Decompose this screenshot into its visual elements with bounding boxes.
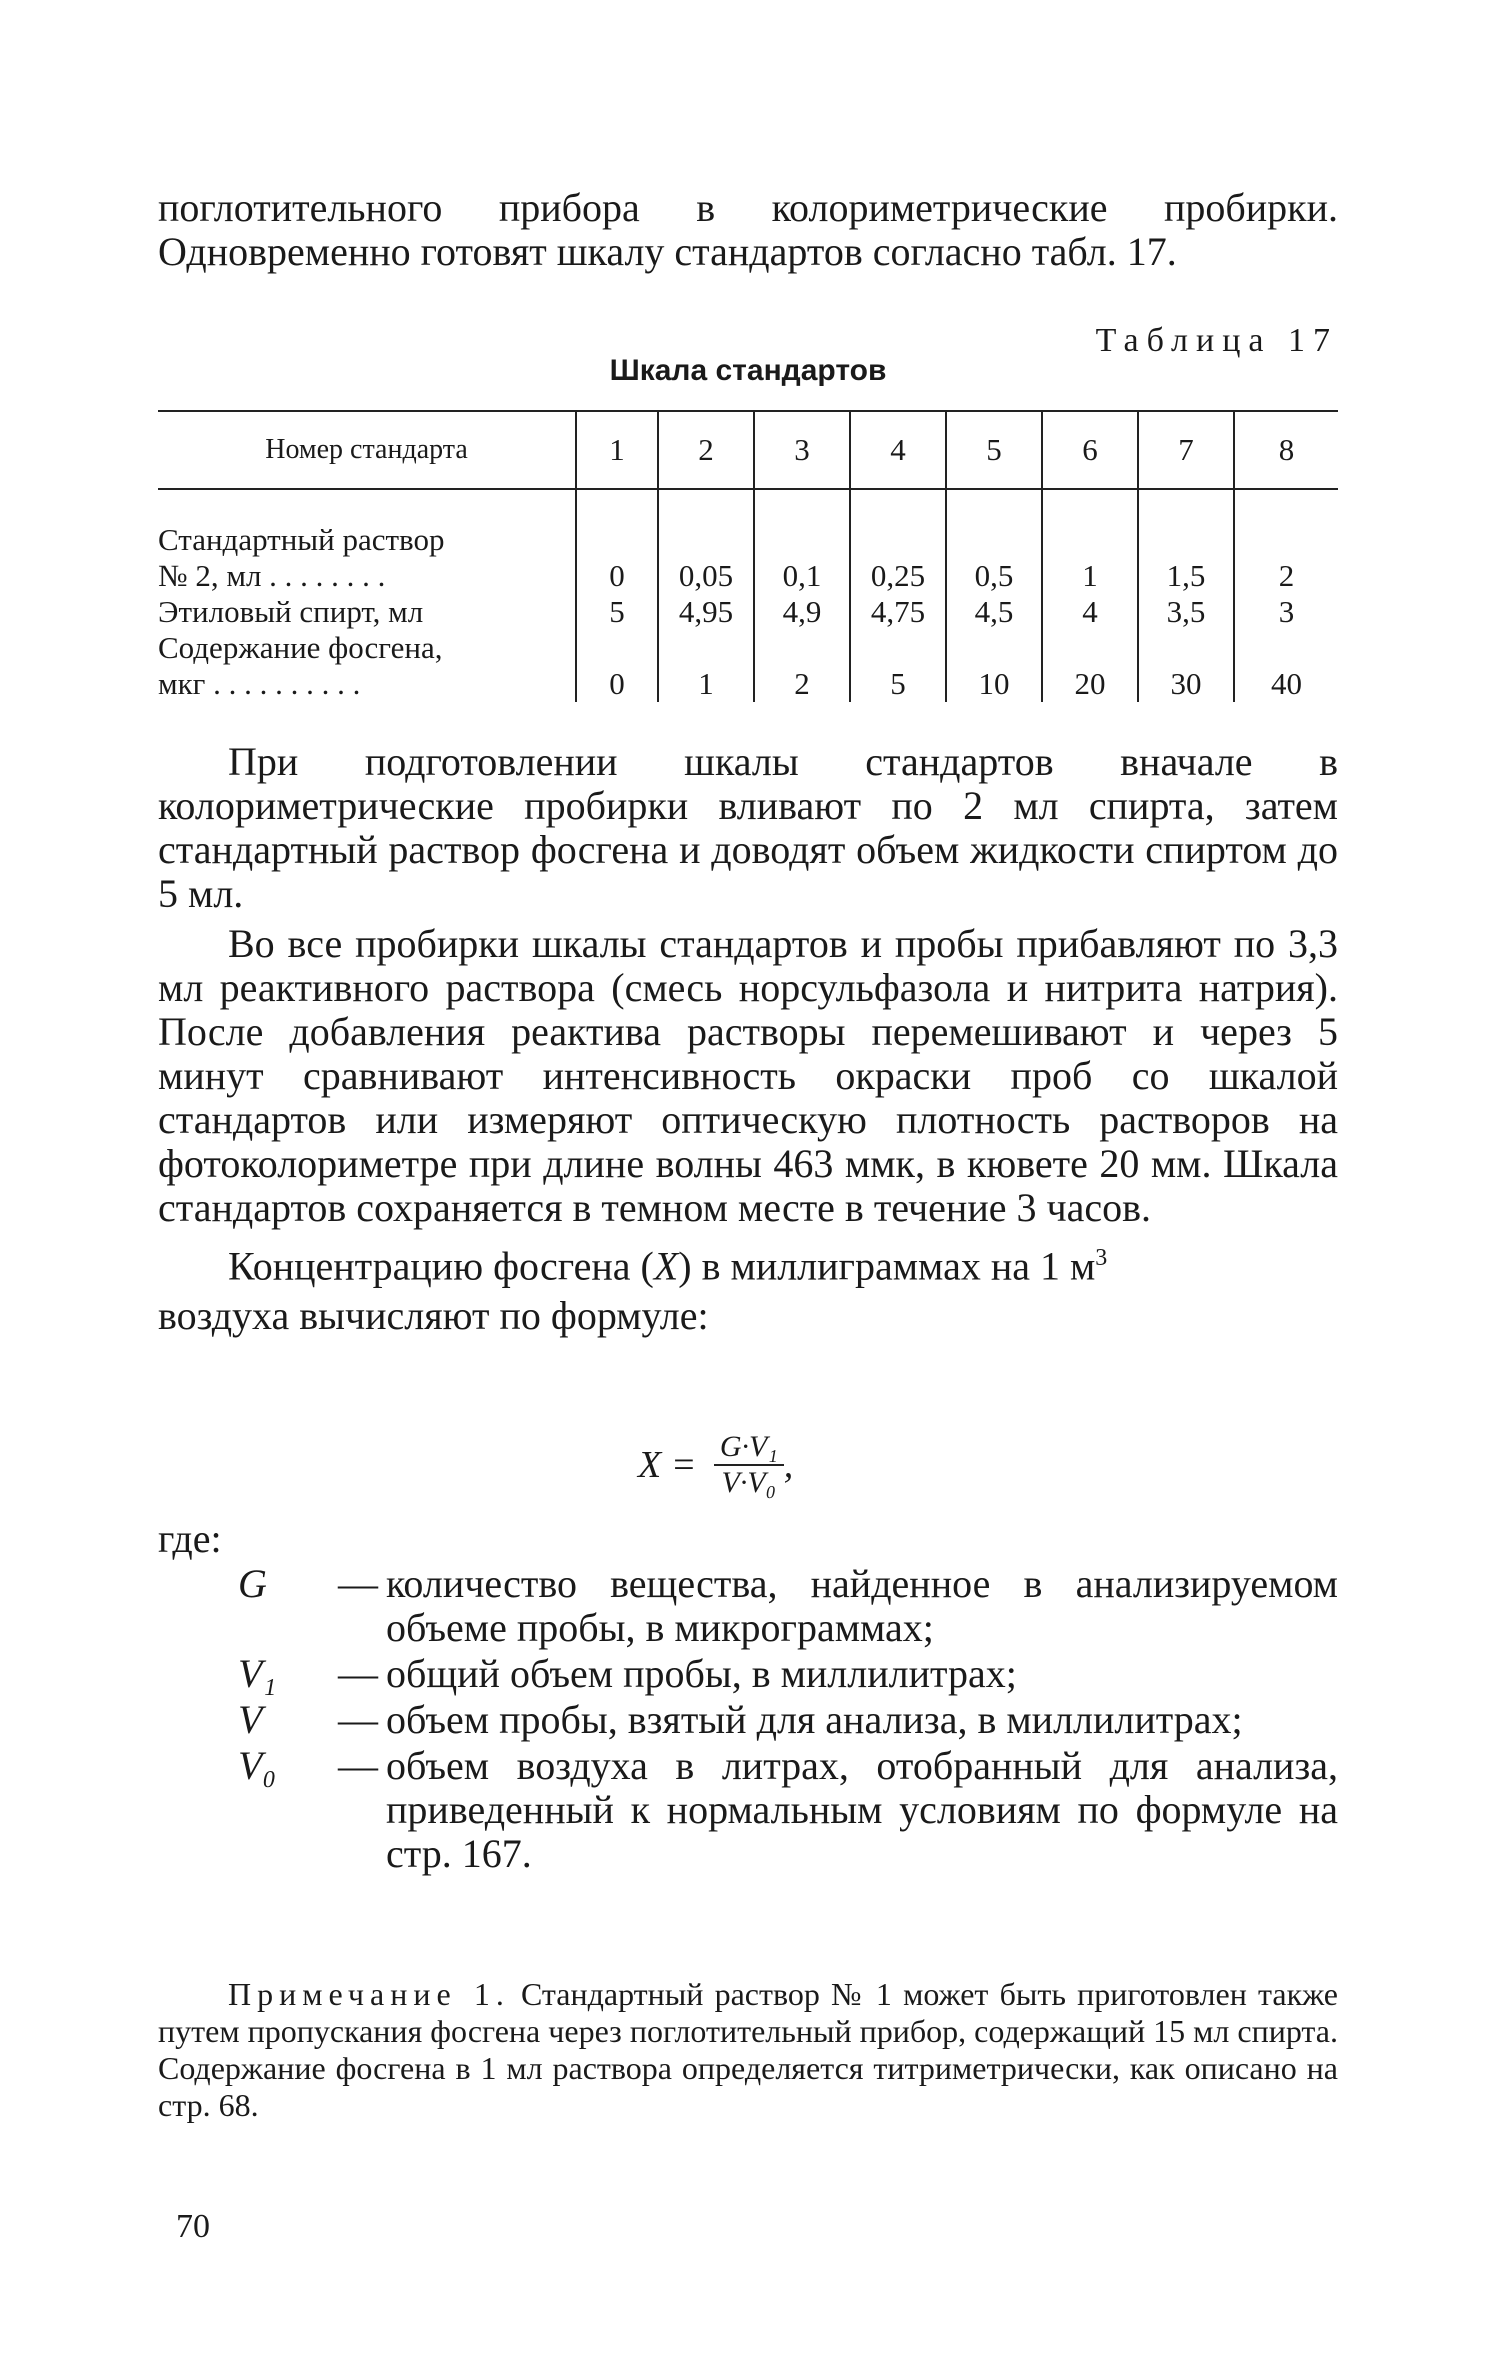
- table-cell: 0,1: [754, 522, 850, 594]
- table-cell: 4,75: [850, 594, 946, 630]
- column-header: 4: [850, 411, 946, 489]
- column-header: 7: [1138, 411, 1234, 489]
- table-row: [158, 594, 1338, 630]
- note-label: Примечание 1.: [228, 1976, 510, 2012]
- table-cell: 4,95: [658, 594, 754, 630]
- definition-symbol: V₀: [238, 1743, 277, 1788]
- table-cell: 5: [576, 594, 658, 630]
- table-caption: Таблица 17: [1095, 322, 1338, 359]
- row-label: Содержание фосгена, мкг . . . . . . . . . .: [158, 630, 443, 701]
- formula-lhs: X =: [638, 1444, 697, 1486]
- definition-text: объем воздуха в литрах, отобранный для анализа, приведенный к нормальным условиям по формуле на стр. 167.: [386, 1743, 1338, 1876]
- definition-dash: —: [338, 1697, 378, 1742]
- table-cell: 0,25: [850, 522, 946, 594]
- table-cell: 10: [946, 630, 1042, 702]
- standards-table: [158, 410, 1338, 702]
- table-cell: 3: [1234, 594, 1338, 630]
- definition-symbol: V: [238, 1697, 263, 1742]
- table-row: [158, 630, 1338, 702]
- column-header: 6: [1042, 411, 1138, 489]
- table-cell: 1: [658, 630, 754, 702]
- definition-item: [238, 1652, 1338, 1696]
- page-number: 70: [176, 2208, 210, 2245]
- column-header: 1: [576, 411, 658, 489]
- formula-fraction: [714, 1430, 784, 1500]
- note-text: Стандартный раствор № 1 может быть приготовлен также путем пропускания фосгена через поглотительный прибор, содержащий 15 мл спирта. Содержание фосгена в 1 мл раствора определяется титриметрически, как описано на стр. 68.: [158, 1976, 1338, 2123]
- formula-denominator: V·V₀: [721, 1466, 777, 1499]
- column-header: 8: [1234, 411, 1338, 489]
- concentration-paragraph-line2: воздуха вычисляют по формуле:: [158, 1293, 709, 1339]
- column-header: 2: [658, 411, 754, 489]
- table-header-row: [158, 411, 1338, 489]
- definition-symbol: V₁: [238, 1651, 277, 1696]
- table-title: Шкала стандартов: [609, 354, 887, 387]
- definition-item: [238, 1744, 1338, 1876]
- column-header: 3: [754, 411, 850, 489]
- row-label: Этиловый спирт, мл: [158, 594, 424, 629]
- table-cell: 20: [1042, 630, 1138, 702]
- definition-text: объем пробы, взятый для анализа, в миллилитрах;: [386, 1697, 1243, 1742]
- formula-trail: ,: [783, 1444, 794, 1486]
- table-cell: 0: [576, 630, 658, 702]
- formula: [638, 1430, 793, 1500]
- definition-text: количество вещества, найденное в анализируемом объеме пробы, в микрограммах;: [386, 1561, 1338, 1650]
- definition-dash: —: [338, 1651, 378, 1696]
- formula-numerator: G·V₁: [714, 1430, 784, 1466]
- body-text: [158, 740, 1338, 1338]
- table-cell: 4: [1042, 594, 1138, 630]
- table-cell: 1: [1042, 522, 1138, 594]
- header-label: Номер стандарта: [158, 411, 576, 489]
- definition-dash: —: [338, 1561, 378, 1606]
- table-cell: 0,5: [946, 522, 1042, 594]
- table-cell: 4,5: [946, 594, 1042, 630]
- table-cell: 2: [754, 630, 850, 702]
- definition-dash: —: [338, 1743, 378, 1788]
- table-cell: 2: [1234, 522, 1338, 594]
- where-label: где:: [158, 1516, 222, 1561]
- definition-text: общий объем пробы, в миллилитрах;: [386, 1651, 1017, 1696]
- paragraph: При подготовлении шкалы стандартов вначале в колориметрические пробирки вливают по 2 мл спирта, затем стандартный раствор фосгена и доводят объем жидкости спиртом до 5 мл.: [158, 739, 1338, 916]
- note: [158, 1976, 1338, 2124]
- definition-symbol: G: [238, 1561, 267, 1606]
- concentration-paragraph: Концентрацию фосгена (X) в миллиграммах на 1 $м^3$: [228, 1243, 1108, 1289]
- definition-item: [238, 1562, 1338, 1650]
- table-cell: 40: [1234, 630, 1338, 702]
- column-header: 5: [946, 411, 1042, 489]
- table-cell: 0,05: [658, 522, 754, 594]
- definitions-list: [238, 1562, 1338, 1878]
- row-label: Стандартный раствор № 2, мл . . . . . . . .: [158, 522, 445, 593]
- paragraph: Во все пробирки шкалы стандартов и пробы прибавляют по 3,3 мл реактивного раствора (смесь норсульфазола и нитрита натрия). После добавления реактива растворы перемешивают и через 5 минут сравнивают интенсивность окраски проб со шкалой стандартов или измеряют оптическую плотность растворов на фотоколориметре при длине волны 463 ммк, в кювете 20 мм. Шкала стандартов сохраняется в темном месте в течение 3 часов.: [158, 921, 1338, 1230]
- table-row: [158, 522, 1338, 594]
- table-cell: 1,5: [1138, 522, 1234, 594]
- table-cell: 5: [850, 630, 946, 702]
- table-cell: 0: [576, 522, 658, 594]
- definition-item: [238, 1698, 1338, 1742]
- table-cell: 4,9: [754, 594, 850, 630]
- table-cell: 30: [1138, 630, 1234, 702]
- table-cell: 3,5: [1138, 594, 1234, 630]
- lead-paragraph: поглотительного прибора в колориметрические пробирки. Одновременно готовят шкалу стандартов согласно табл. 17.: [158, 185, 1338, 274]
